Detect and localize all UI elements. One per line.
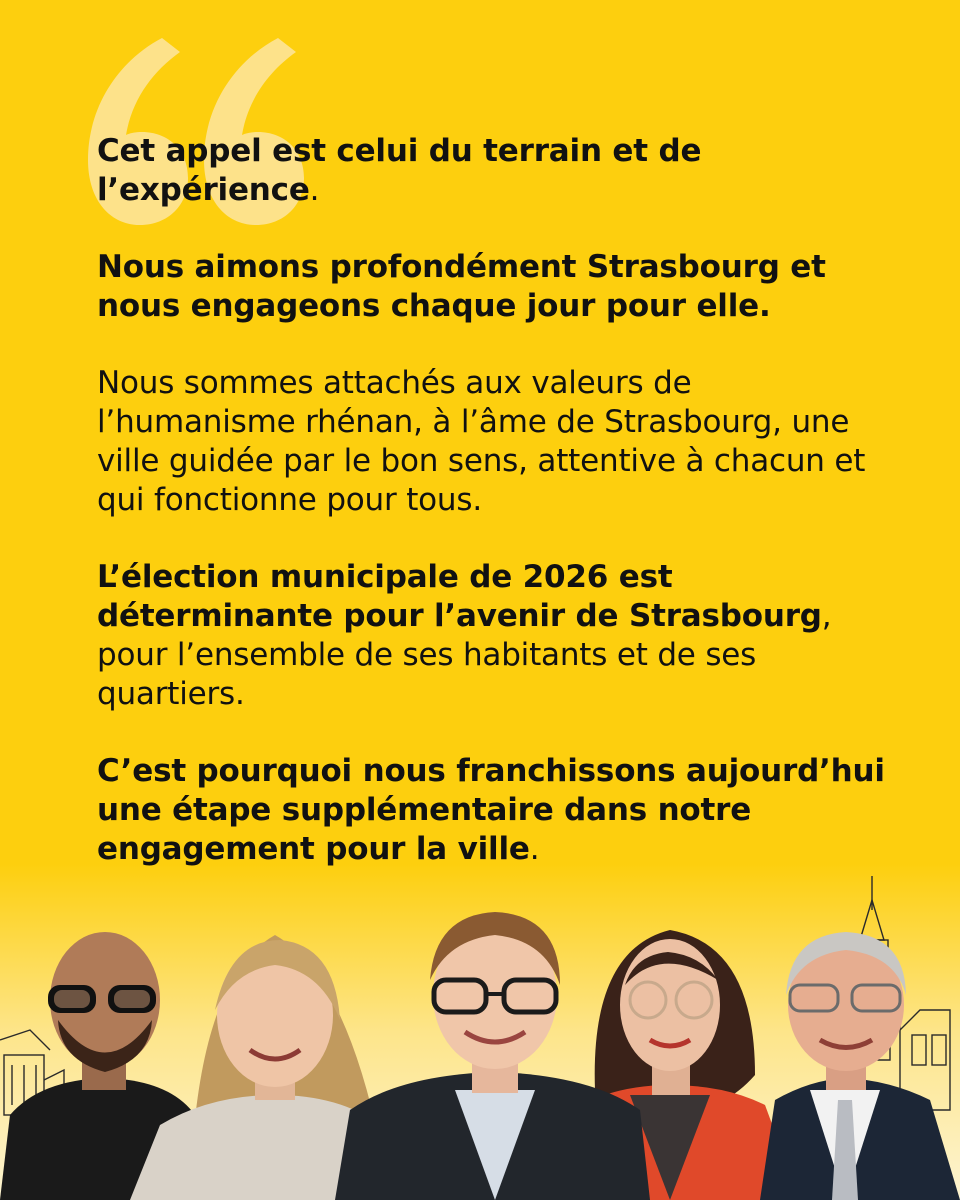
- person-5: [760, 932, 960, 1200]
- paragraph-1: Cet appel est celui du terrain et de l’expérience.: [97, 133, 702, 208]
- team-photo: [0, 900, 960, 1200]
- paragraph-2: Nous aimons profondément Strasbourg et nous engageons chaque jour pour elle.: [97, 249, 826, 324]
- paragraph-5: C’est pourquoi nous franchissons aujourd’hui une étape supplémentaire dans notre engagement pour la ville.: [97, 753, 885, 867]
- paragraph-3: Nous sommes attachés aux valeurs de l’humanisme rhénan, à l’âme de Strasbourg, une ville guidée par le bon sens, attentive à chacun et qui fonctionne pour tous.: [97, 365, 866, 518]
- statement-text: [97, 132, 897, 907]
- paragraph-4: L’élection municipale de 2026 est déterminante pour l’avenir de Strasbourg, pour l’ensemble de ses habitants et de ses quartiers.: [97, 559, 832, 712]
